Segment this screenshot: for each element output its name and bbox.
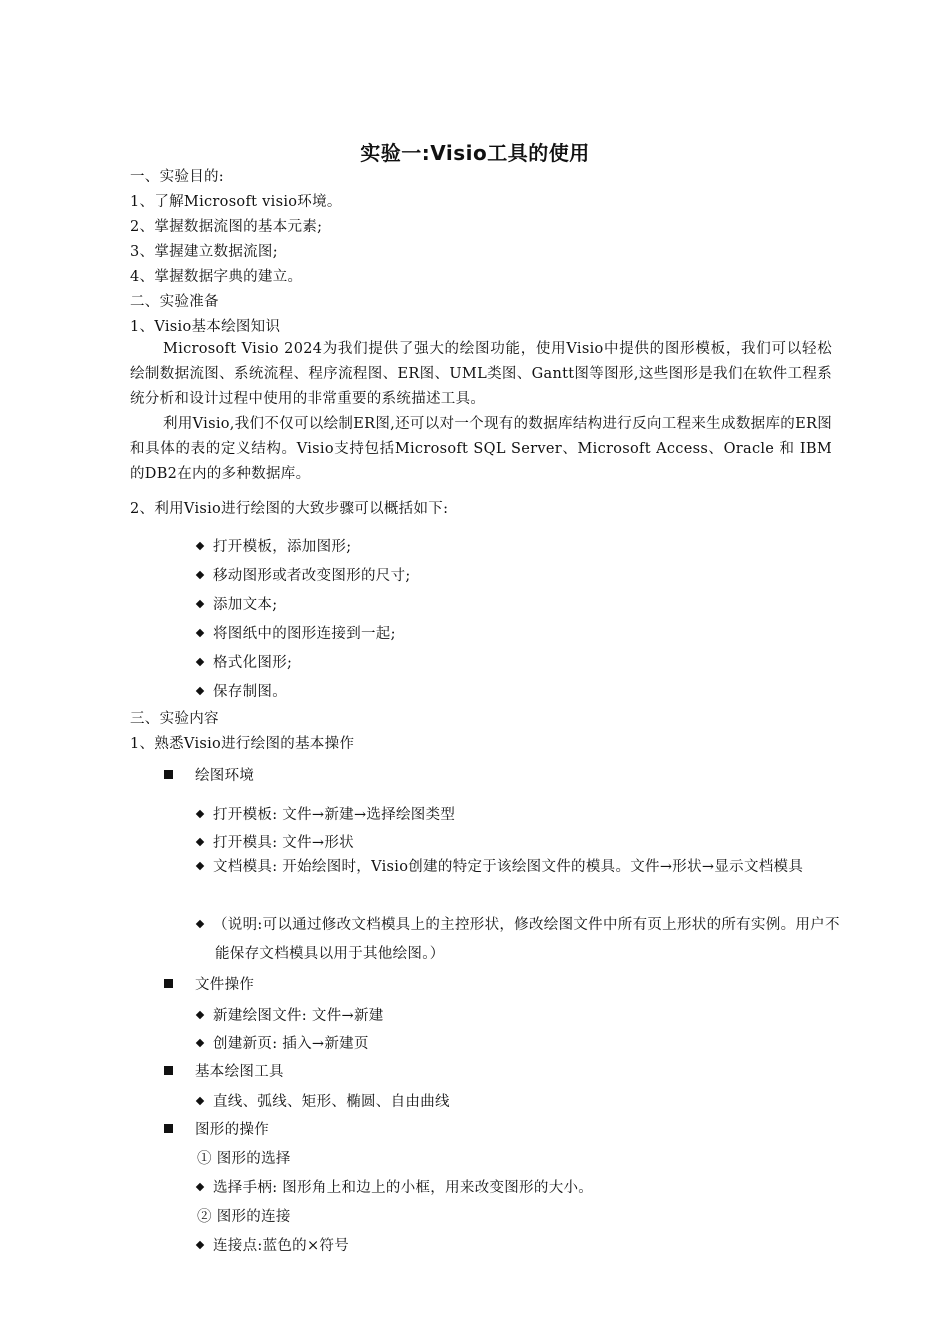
square-bullet-icon <box>164 1124 173 1133</box>
env-item: 文档模具: 开始绘图时，Visio创建的特定于该绘图文件的模具。文件→形状→显示文档模具 <box>197 853 850 882</box>
env-item: 打开模具: 文件→形状 <box>197 831 354 852</box>
file-item: 创建新页: 插入→新建页 <box>197 1032 369 1053</box>
diamond-bullet-icon <box>196 658 204 666</box>
diamond-bullet-icon <box>196 1039 204 1047</box>
file-item: 新建绘图文件: 文件→新建 <box>197 1004 384 1025</box>
diamond-bullet-icon <box>196 1097 204 1105</box>
section-3-heading: 三、实验内容 <box>130 711 219 727</box>
diamond-bullet-icon <box>196 1183 204 1191</box>
step-item: 打开模板，添加图形; <box>197 535 351 556</box>
diamond-bullet-icon <box>196 920 204 928</box>
objective-item: 2、掌握数据流图的基本元素; <box>130 219 323 235</box>
section-3-sub-1: 1、熟悉Visio进行绘图的基本操作 <box>130 736 355 752</box>
step-item: 保存制图。 <box>197 680 287 701</box>
diamond-bullet-icon <box>196 571 204 579</box>
tools-item: 直线、弧线、矩形、椭圆、自由曲线 <box>197 1090 450 1111</box>
diamond-bullet-icon <box>196 838 204 846</box>
objective-item: 1、了解Microsoft visio环境。 <box>130 194 342 210</box>
step-item: 添加文本; <box>197 593 277 614</box>
section-2-sub-2: 2、利用Visio进行绘图的大致步骤可以概括如下: <box>130 501 449 517</box>
page-title: 实验一:Visio工具的使用 <box>360 141 590 165</box>
shape-subtopic-connection: ② 图形的连接 <box>197 1209 291 1225</box>
diamond-bullet-icon <box>196 687 204 695</box>
shape-subtopic-selection: ① 图形的选择 <box>197 1151 291 1167</box>
diamond-bullet-icon <box>196 629 204 637</box>
objective-item: 3、掌握建立数据流图; <box>130 244 278 260</box>
step-item: 移动图形或者改变图形的尺寸; <box>197 564 411 585</box>
paragraph-2: 利用Visio,我们不仅可以绘制ER图,还可以对一个现有的数据库结构进行反向工程来生成数据库的ER图和具体的表的定义结构。Visio支持包括Microsoft SQL Server、Microsoft Access、Oracle 和 IBM的DB2在内的多种数据库。 <box>130 416 832 482</box>
section-2-sub-1: 1、Visio基本绘图知识 <box>130 319 281 335</box>
section-2-heading: 二、实验准备 <box>130 294 219 310</box>
step-item: 格式化图形; <box>197 651 292 672</box>
diamond-bullet-icon <box>196 542 204 550</box>
square-bullet-icon <box>164 1066 173 1075</box>
paragraph-1: Microsoft Visio 2024为我们提供了强大的绘图功能，使用Visio中提供的图形模板，我们可以轻松绘制数据流图、系统流程、程序流程图、ER图、UML类图、Gantt图等图形,这些图形是我们在软件工程系统分析和设计过程中使用的非常重要的系统描述工具。 <box>130 341 832 407</box>
objective-item: 4、掌握数据字典的建立。 <box>130 269 303 285</box>
diamond-bullet-icon <box>196 862 204 870</box>
diamond-bullet-icon <box>196 600 204 608</box>
diamond-bullet-icon <box>196 1011 204 1019</box>
section-1-heading: 一、实验目的: <box>130 169 224 185</box>
topic-file-operations: 文件操作 <box>164 973 254 994</box>
step-item: 将图纸中的图形连接到一起; <box>197 622 396 643</box>
env-item: 打开模板: 文件→新建→选择绘图类型 <box>197 803 455 824</box>
env-item: （说明:可以通过修改文档模具上的主控形状，修改绘图文件中所有页上形状的所有实例。用户不能保存文档模具以用于其他绘图。） <box>197 911 850 969</box>
shape-item: 连接点:蓝色的×符号 <box>197 1234 349 1255</box>
topic-basic-tools: 基本绘图工具 <box>164 1060 284 1081</box>
square-bullet-icon <box>164 979 173 988</box>
diamond-bullet-icon <box>196 810 204 818</box>
shape-item: 选择手柄: 图形角上和边上的小框，用来改变图形的大小。 <box>197 1176 593 1197</box>
square-bullet-icon <box>164 770 173 779</box>
topic-drawing-environment: 绘图环境 <box>164 764 254 785</box>
topic-shape-operations: 图形的操作 <box>164 1118 269 1139</box>
diamond-bullet-icon <box>196 1241 204 1249</box>
